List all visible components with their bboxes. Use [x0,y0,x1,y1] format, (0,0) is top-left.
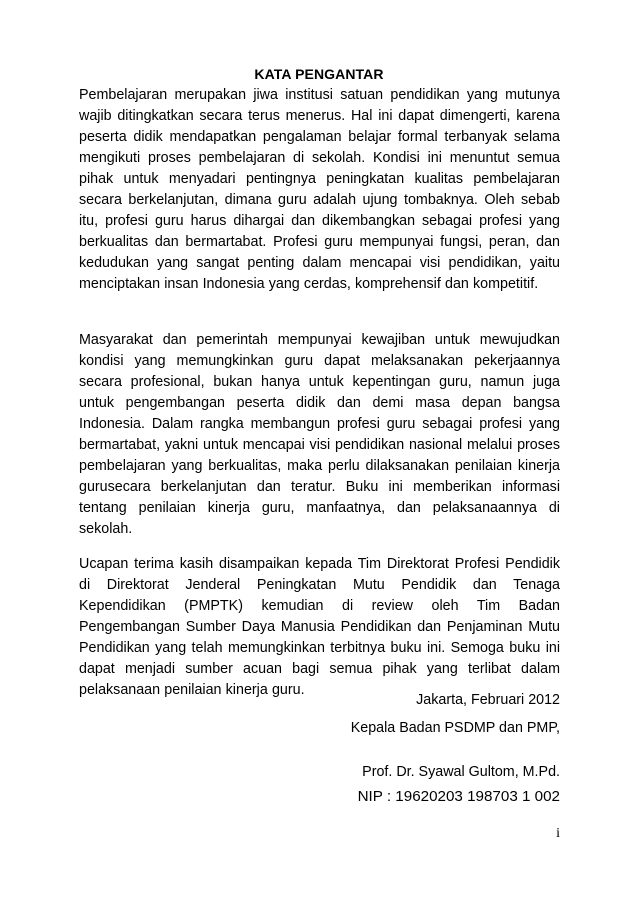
signature-nip: NIP : 19620203 198703 1 002 [357,788,560,805]
paragraph-intro: Pembelajaran merupakan jiwa institusi satuan pendidikan yang mutunya wajib ditingkatkan secara terus menerus. Hal ini dapat dimengerti, karena peserta didik mendapatkan pengalaman belajar formal terbanyak selama mengikuti proses pembelajaran di sekolah. Kondisi ini menuntut semua pihak untuk menyadari pentingnya peningkatan kualitas pembelajaran secara berkelanjutan, dimana guru adalah ujung tombaknya. Oleh sebab itu, profesi guru harus dihargai dan dikembangkan sebagai profesi yang berkualitas dan bermartabat. Profesi guru mempunyai fungsi, peran, dan kedudukan yang sangat penting dalam mencapai visi pendidikan, yaitu menciptakan insan Indonesia yang cerdas, komprehensif dan kompetitif. [79,87,560,292]
paragraph-obligation: Masyarakat dan pemerintah mempunyai kewajiban untuk mewujudkan kondisi yang memungkinkan guru dapat melaksanakan pekerjaannya secara profesional, bukan hanya untuk kepentingan guru, namun juga untuk pengembangan peserta didik dan demi masa depan bangsa Indonesia. Dalam rangka membangun profesi guru sebagai profesi yang bermartabat, yakni untuk mencapai visi pendidikan nasional melalui proses pembelajaran yang berkualitas, maka perlu dilaksanakan penilaian kinerja gurusecara berkelanjutan dan teratur. Buku ini memberikan informasi tentang penilaian kinerja guru, manfaatnya, dan pelaksanaannya di sekolah. [79,332,560,537]
signature-place-date: Jakarta, Februari 2012 [416,692,560,708]
paragraph-acknowledgement: Ucapan terima kasih disampaikan kepada Tim Direktorat Profesi Pendidik di Direktorat Jenderal Peningkatan Mutu Pendidik dan Tenaga Kependidikan (PMPTK) kemudian di review oleh Tim Badan Pengembangan Sumber Daya Manusia Pendidikan dan Penjaminan Mutu Pendidikan yang telah memungkinkan terbitnya buku ini. Semoga buku ini dapat menjadi sumber acuan bagi semua pihak yang terlibat dalam pelaksanaan penilaian kinerja guru. [79,556,560,698]
signature-name: Prof. Dr. Syawal Gultom, M.Pd. [362,764,560,780]
page-title: KATA PENGANTAR [254,66,384,82]
signature-position: Kepala Badan PSDMP dan PMP, [350,720,560,736]
page-number: i [556,826,560,841]
